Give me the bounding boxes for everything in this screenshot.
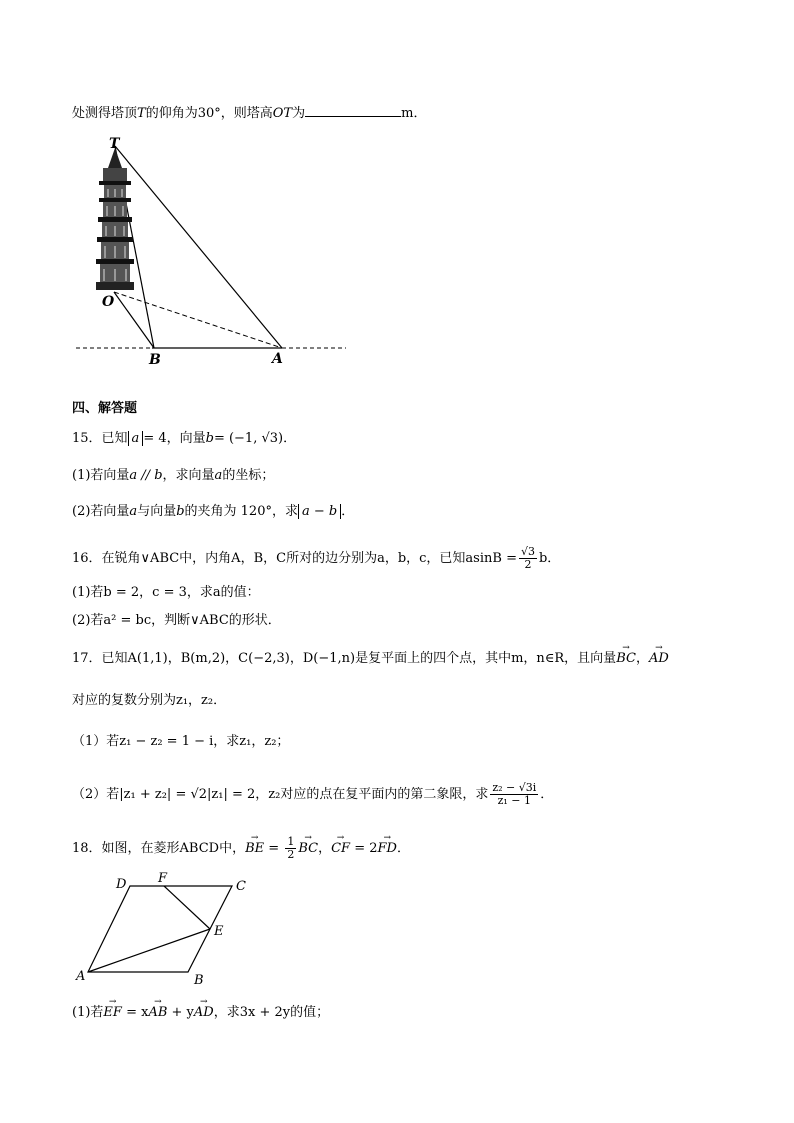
q18-part1 [72, 1004, 329, 1022]
q14-var-OT: OT [272, 106, 293, 121]
q15-text: 的夹角为 120°，求 [184, 504, 298, 519]
q15-text: 15．已知 [72, 431, 128, 446]
q16-text: 16．在锐角∨ABC中，内角A，B，C所对的边分别为a，b，c，已知asinB = [72, 551, 517, 566]
q15-text: (1)若向量 [72, 468, 130, 483]
section-heading: 四、解答题 [72, 401, 138, 416]
q17-text: 17．已知A(1,1)，B(m,2)，C(−2,3)，D(−1,n)是复平面上的四个点，其中m，n∈R，且向量 [72, 651, 617, 666]
q17-stem [72, 650, 669, 668]
frac-den: 2 [287, 848, 295, 861]
q15-abs-diff: a − b [298, 504, 341, 519]
q17-vector-BC: → BC [616, 650, 636, 668]
q15-text: 的坐标； [222, 468, 275, 483]
q18-text: 18．如图，在菱形ABCD中， [72, 841, 246, 856]
frac-num: z₂ − √3i [492, 781, 537, 794]
q15-vector-b: (−1, √3) [228, 431, 284, 446]
q15-var-a: a [214, 468, 223, 483]
q17-text: （2）若|z₁ + z₂| = √2|z₁| = 2，z₂对应的点在复平面内的第二象限，求 [72, 787, 489, 802]
label-C: C [236, 879, 246, 894]
label-A: A [76, 969, 86, 984]
q18-vector-FD: → FD [378, 840, 397, 858]
q14-tail-line [72, 104, 426, 123]
q15-var-b: b [176, 504, 185, 519]
q17-stem2: 对应的复数分别为z₁，z₂． [72, 693, 227, 708]
label-A: A [272, 351, 283, 367]
q15-stem [72, 430, 296, 448]
label-B: B [149, 352, 161, 368]
tower-figure [70, 132, 360, 372]
pagoda-icon [96, 148, 134, 290]
frac-den: 2 [524, 558, 532, 571]
q14-unit: m． [401, 106, 427, 121]
frac-den: z₁ − 1 [497, 794, 532, 807]
q15-text: 与向量 [137, 504, 177, 519]
label-D: D [116, 877, 127, 892]
q15-text: = [213, 431, 229, 446]
q16-text: b． [538, 551, 561, 566]
q18-stem [72, 836, 410, 861]
q16-part1: (1)若b = 2，c = 3，求a的值： [72, 585, 260, 600]
q14-text: 为 [292, 106, 306, 121]
q14-text: 处测得塔顶 [72, 106, 138, 121]
label-F: F [158, 872, 168, 886]
q18-vector-AB: → AB [148, 1004, 167, 1022]
q18-text: ， [318, 841, 332, 856]
q15-text: ，求向量 [162, 468, 215, 483]
label-B: B [194, 973, 204, 988]
q14-text: ，则塔高 [220, 106, 273, 121]
q15-text: = 4，向量 [143, 431, 206, 446]
q16-part2: (2)若a² = bc，判断∨ABC的形状． [72, 613, 281, 628]
q18-text: = [264, 841, 284, 856]
q15-part1 [72, 467, 274, 485]
q14-angle: 30° [197, 106, 221, 121]
q18-vector-AD: → AD [194, 1004, 214, 1022]
q15-var-a: a [129, 504, 138, 519]
q14-text: 的仰角为 [145, 106, 198, 121]
q16-fraction [519, 546, 537, 571]
q15-text: ． [283, 431, 297, 446]
q18-text: = 2 [350, 841, 378, 856]
q18-vector-CF: → CF [331, 840, 350, 858]
q18-text: ，求3x + 2y的值； [213, 1005, 330, 1020]
q15-text: ． [341, 504, 355, 519]
rhombus-figure [70, 872, 270, 992]
q18-text: ． [396, 841, 410, 856]
q17-fraction [490, 782, 538, 807]
q18-vector-EF: → EF [103, 1004, 122, 1022]
answer-blank[interactable] [305, 104, 401, 117]
q17-vector-AD: → AD [649, 650, 669, 668]
q14-var-T: T [137, 106, 146, 121]
frac-num: √3 [520, 545, 535, 558]
q18-text: (1)若 [72, 1005, 104, 1020]
q15-part2 [72, 503, 354, 521]
q15-parallel: a // b [129, 468, 163, 483]
label-O: O [102, 294, 115, 310]
q15-var-b: b [205, 431, 214, 446]
q17-part2 [72, 782, 553, 807]
label-E: E [214, 924, 224, 939]
frac-num: 1 [287, 835, 295, 848]
q15-abs-a: a [128, 431, 144, 446]
q17-text: ． [540, 787, 554, 802]
q18-vector-BC: → BC [298, 840, 318, 858]
label-T: T [109, 136, 120, 152]
q15-text: (2)若向量 [72, 504, 130, 519]
q17-text: ， [635, 651, 649, 666]
q18-text: + y [167, 1005, 194, 1020]
q18-fraction [285, 836, 296, 861]
q18-text: = x [121, 1005, 149, 1020]
q18-vector-BE: → BE [245, 840, 264, 858]
q16-stem [72, 546, 560, 571]
q17-part1: （1）若z₁ − z₂ = 1 − i，求z₁，z₂； [72, 734, 290, 749]
